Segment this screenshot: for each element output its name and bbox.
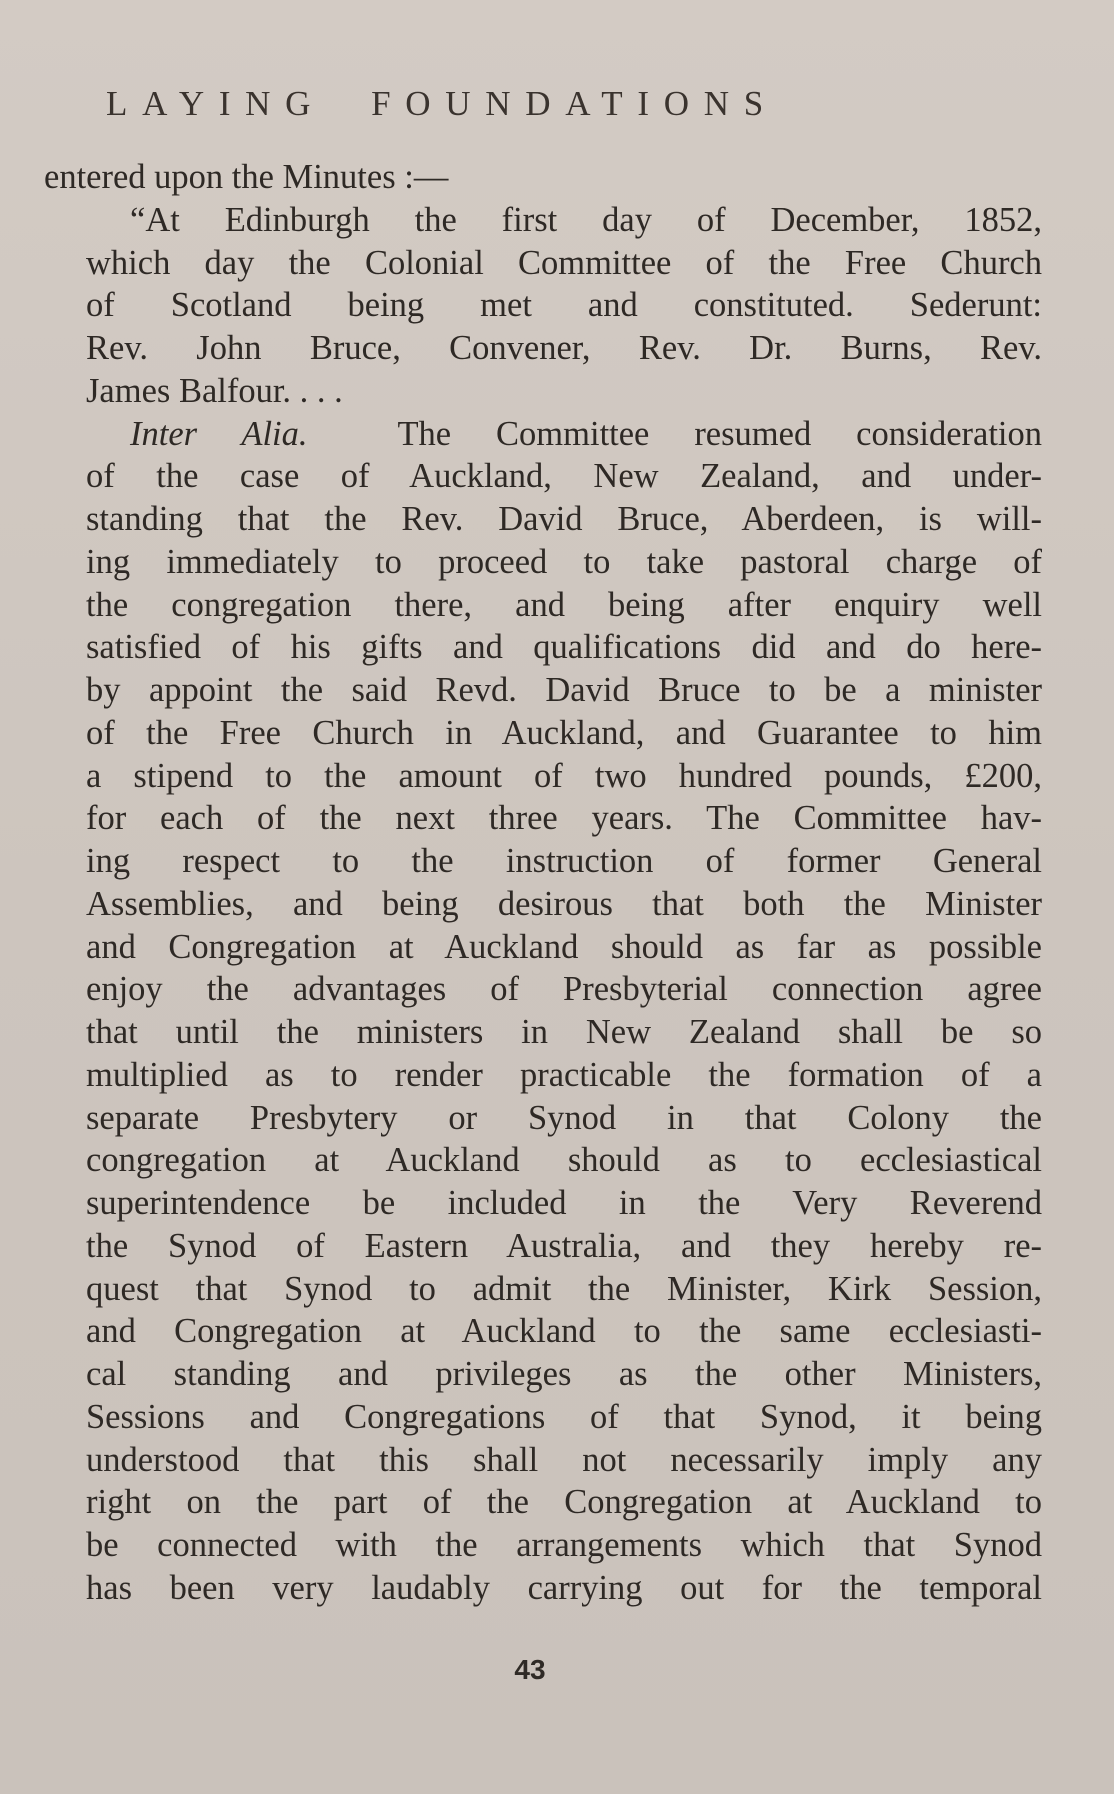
body-line: ing immediately to proceed to take pastoral charge of <box>86 542 1042 581</box>
body-line: separate Presbytery or Synod in that Colony the <box>86 1098 1042 1137</box>
body-line: cal standing and privileges as the other Ministers, <box>86 1355 1042 1393</box>
body-line: congregation at Auckland should as to ecclesiastical <box>86 1141 1042 1180</box>
body-line: multiplied as to render practicable the formation of a <box>86 1055 1042 1094</box>
body-line: for each of the next three years. The Committee hav- <box>86 799 1042 838</box>
inter-alia: Inter Alia. <box>130 414 308 453</box>
body-line: the congregation there, and being after enquiry well <box>86 585 1042 624</box>
body-line: by appoint the said Revd. David Bruce to be a minister <box>86 671 1042 709</box>
body-line: Sessions and Congregations of that Synod, it being <box>86 1397 1042 1436</box>
body-line: and Congregation at Auckland to the same ecclesiasti- <box>86 1312 1042 1351</box>
body-line: satisfied of his gifts and qualifications did and do here- <box>86 628 1042 667</box>
body-line: has been very laudably carrying out for the temporal <box>86 1568 1042 1607</box>
body-line: a stipend to the amount of two hundred pounds, £200, <box>86 756 1042 795</box>
body-line: ing respect to the instruction of former General <box>86 842 1042 880</box>
body-line: of Scotland being met and constituted. Sederunt: <box>86 286 1042 325</box>
body-line: superintendence be included in the Very Reverend <box>86 1184 1042 1222</box>
body-text <box>44 156 1044 1610</box>
running-head-word-2: FOUNDATIONS <box>371 84 778 123</box>
body-line: “At Edinburgh the first day of December, 1852, <box>130 200 1042 239</box>
running-head-word-1: LAYING <box>106 84 326 123</box>
running-head <box>106 84 966 124</box>
body-line: be connected with the arrangements which that Synod <box>86 1526 1042 1564</box>
body-line: Assemblies, and being desirous that both the Minister <box>86 884 1042 923</box>
body-line: James Balfour. . . . <box>86 371 343 410</box>
body-line: understood that this shall not necessarily imply any <box>86 1440 1042 1479</box>
body-line: enjoy the advantages of Presbyterial connection agree <box>86 970 1042 1009</box>
body-line: of the case of Auckland, New Zealand, and under- <box>86 457 1042 496</box>
body-line: entered upon the Minutes :— <box>44 158 449 196</box>
body-line-text: The Committee resumed consideration <box>397 414 1043 453</box>
body-line: of the Free Church in Auckland, and Guarantee to him <box>86 713 1042 752</box>
body-line: Rev. John Bruce, Convener, Rev. Dr. Burns, Rev. <box>86 329 1042 367</box>
body-line: and Congregation at Auckland should as far as possible <box>86 927 1042 966</box>
body-line: which day the Colonial Committee of the Free Church <box>86 243 1042 282</box>
body-line: quest that Synod to admit the Minister, Kirk Session, <box>86 1269 1042 1308</box>
body-line: that until the ministers in New Zealand shall be so <box>86 1013 1042 1051</box>
page-number: 43 <box>514 1654 546 1685</box>
body-line: right on the part of the Congregation at Auckland to <box>86 1483 1042 1522</box>
body-line: the Synod of Eastern Australia, and they hereby re- <box>86 1226 1042 1265</box>
body-line: standing that the Rev. David Bruce, Aberdeen, is will- <box>86 500 1042 538</box>
body-line <box>44 413 1042 456</box>
